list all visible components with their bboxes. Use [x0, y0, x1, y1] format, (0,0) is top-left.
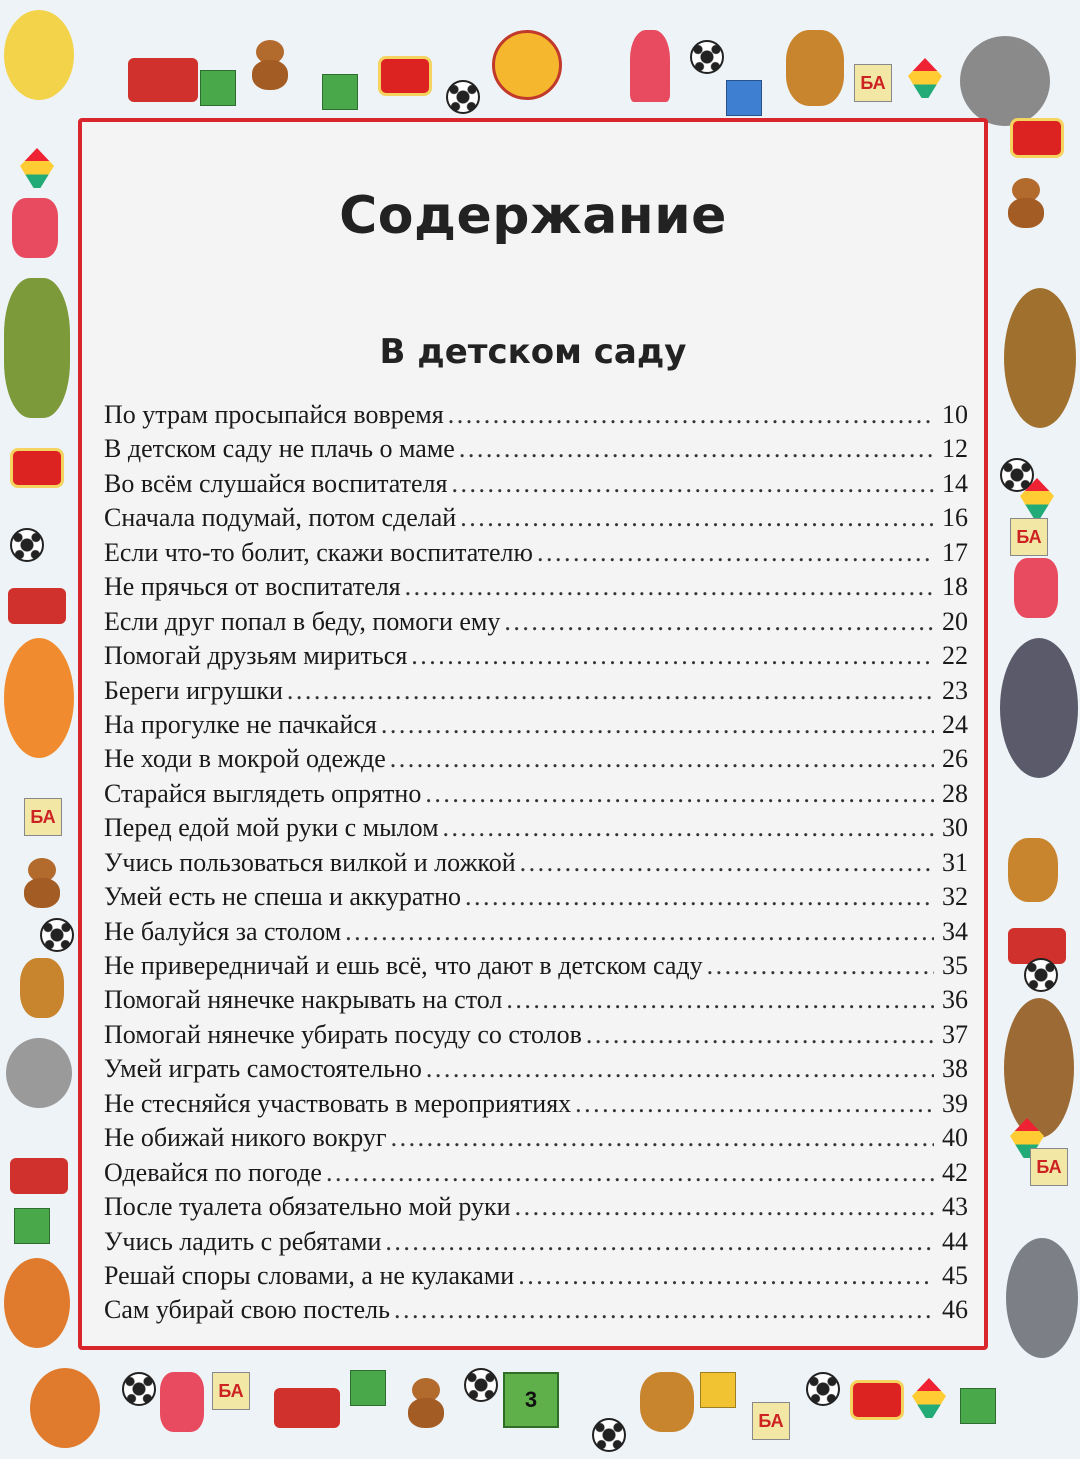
fox-illustration — [4, 1258, 70, 1348]
toc-entry[interactable] — [104, 882, 968, 916]
toc-leader-dots — [287, 676, 934, 706]
cat-with-book-illustration — [4, 638, 74, 758]
toc-entry[interactable] — [104, 572, 968, 606]
table-of-contents — [104, 400, 968, 1330]
toc-entry-page: 31 — [942, 847, 968, 877]
fox-illustration — [30, 1368, 100, 1448]
toc-entry[interactable] — [104, 400, 968, 434]
toc-entry-page: 10 — [942, 400, 968, 429]
toc-leader-dots — [465, 882, 934, 912]
toc-entry-title: Помогай друзьям мириться — [104, 641, 408, 671]
page-number: 3 — [503, 1372, 559, 1428]
toc-entry-title: Учись пользоваться вилкой и ложкой — [104, 847, 516, 877]
toc-entry-page: 24 — [942, 709, 968, 739]
toc-entry-page: 12 — [942, 434, 968, 464]
toc-entry-page: 40 — [942, 1123, 968, 1153]
toc-entry-title: Умей есть не спеша и аккуратно — [104, 882, 461, 912]
grasshopper-illustration — [4, 278, 70, 418]
toc-entry[interactable] — [104, 607, 968, 641]
toc-leader-dots — [345, 917, 934, 947]
toc-entry-title: После туалета обязательно мой руки — [104, 1192, 511, 1222]
drum-illustration — [10, 448, 64, 488]
toy-train-illustration — [8, 588, 66, 624]
toc-entry-title: Старайся выглядеть опрятно — [104, 778, 422, 808]
toc-entry[interactable] — [104, 503, 968, 537]
alarm-clock-illustration — [492, 30, 562, 100]
letter-cube-illustration: БА — [24, 798, 62, 836]
toc-entry[interactable] — [104, 1158, 968, 1192]
toc-leader-dots — [448, 400, 934, 430]
teddy-bear-illustration — [20, 858, 64, 908]
toc-leader-dots — [451, 469, 934, 499]
toy-train-illustration — [274, 1388, 340, 1428]
toc-leader-dots — [426, 1054, 934, 1084]
spinning-top-illustration — [912, 1378, 946, 1418]
toc-entry[interactable] — [104, 985, 968, 1019]
letter-cube-illustration: БА — [212, 1372, 250, 1410]
toc-leader-dots — [460, 503, 934, 533]
green-cube-illustration — [200, 70, 236, 106]
toc-leader-dots — [575, 1089, 934, 1119]
toc-entry[interactable] — [104, 1020, 968, 1054]
toc-leader-dots — [459, 434, 934, 464]
toc-leader-dots — [443, 813, 934, 843]
toc-entry-page: 17 — [942, 537, 968, 567]
right-toy-border — [1000, 118, 1080, 1358]
toc-leader-dots — [385, 1227, 934, 1257]
toc-entry[interactable] — [104, 813, 968, 847]
soccer-ball-illustration — [446, 80, 480, 114]
toc-entry-title: Не привередничай и ешь всё, что дают в детском саду — [104, 951, 703, 980]
toc-leader-dots — [518, 1261, 934, 1291]
toc-entry[interactable] — [104, 469, 968, 503]
letter-cube-illustration: БА — [854, 64, 892, 102]
toc-entry-title: Береги игрушки — [104, 675, 283, 705]
contents-panel — [78, 118, 988, 1350]
toc-entry[interactable] — [104, 1089, 968, 1123]
toc-entry-title: Если друг попал в беду, помоги ему — [104, 606, 501, 636]
toc-leader-dots — [405, 572, 934, 602]
soccer-ball-illustration — [122, 1372, 156, 1406]
toc-leader-dots — [391, 1123, 934, 1153]
clown-illustration — [12, 198, 58, 258]
crow-illustration — [1000, 638, 1078, 778]
clown-illustration — [160, 1372, 204, 1432]
toc-entry[interactable] — [104, 676, 968, 710]
dog-illustration — [786, 30, 844, 106]
green-cube-illustration — [960, 1388, 996, 1424]
toc-leader-dots — [390, 744, 934, 774]
soccer-ball-illustration — [10, 528, 44, 562]
teddy-bear-illustration — [248, 40, 292, 90]
toy-train-illustration — [10, 1158, 68, 1194]
letter-cube-illustration: БА — [752, 1402, 790, 1440]
toc-entry-page: 35 — [942, 951, 968, 980]
toc-entry[interactable] — [104, 538, 968, 572]
soccer-ball-illustration — [40, 918, 74, 952]
toc-entry-title: В детском саду не плачь о маме — [104, 434, 455, 464]
toy-train-illustration — [128, 58, 198, 102]
toc-entry-page: 43 — [942, 1192, 968, 1222]
toc-leader-dots — [326, 1158, 934, 1188]
drum-illustration — [1010, 118, 1064, 158]
blue-cube-illustration — [726, 80, 762, 116]
green-cube-illustration — [350, 1370, 386, 1406]
toc-entry-page: 46 — [942, 1295, 968, 1325]
toc-entry-title: Помогай нянечке убирать посуду со столов — [104, 1019, 582, 1049]
toc-entry-title: Если что-то болит, скажи воспитателю — [104, 537, 533, 567]
dog-illustration — [1008, 838, 1058, 902]
soccer-ball-illustration — [464, 1368, 498, 1402]
toc-entry[interactable] — [104, 744, 968, 778]
soccer-ball-illustration — [1024, 958, 1058, 992]
dog-illustration — [20, 958, 64, 1018]
toc-entry-page: 44 — [942, 1226, 968, 1256]
dog-illustration — [640, 1372, 694, 1432]
toc-entry[interactable] — [104, 1227, 968, 1261]
toc-entry-title: Во всём слушайся воспитателя — [104, 468, 448, 498]
toc-entry-page: 20 — [942, 606, 968, 636]
toc-entry-page: 28 — [942, 778, 968, 808]
toc-leader-dots — [381, 710, 934, 740]
letter-cube-illustration: БА — [1030, 1148, 1068, 1186]
toc-entry-title: Не балуйся за столом — [104, 916, 342, 946]
bear-cub-illustration — [1004, 998, 1074, 1138]
left-toy-border — [0, 118, 78, 1358]
toc-entry-title: Учись ладить с ребятами — [104, 1226, 382, 1256]
toc-entry-page: 18 — [942, 572, 968, 602]
soccer-ball-illustration — [690, 40, 724, 74]
mouse-on-moon-illustration — [4, 10, 74, 100]
toc-leader-dots — [515, 1192, 934, 1222]
toc-entry[interactable] — [104, 434, 968, 468]
toc-entry-page: 39 — [942, 1088, 968, 1118]
toc-entry-title: Не ходи в мокрой одежде — [104, 744, 386, 774]
cat-illustration — [960, 36, 1050, 126]
teddy-bear-illustration — [404, 1378, 448, 1428]
toc-entry-title: Не прячься от воспитателя — [104, 572, 401, 602]
toc-entry[interactable] — [104, 1295, 968, 1329]
toc-entry-page: 36 — [942, 985, 968, 1015]
clown-illustration — [630, 30, 670, 102]
toc-entry-title: Помогай нянечке накрывать на стол — [104, 985, 503, 1015]
toc-entry-page: 14 — [942, 468, 968, 498]
toc-leader-dots — [586, 1020, 934, 1050]
clown-illustration — [1014, 558, 1058, 618]
drum-illustration — [850, 1380, 904, 1420]
toc-leader-dots — [411, 641, 934, 671]
toc-entry-page: 34 — [942, 916, 968, 946]
toc-entry-page: 37 — [942, 1019, 968, 1049]
toc-leader-dots — [520, 848, 934, 878]
toc-entry-page: 22 — [942, 641, 968, 671]
toc-entry-page: 23 — [942, 675, 968, 705]
wolf-illustration — [1006, 1238, 1078, 1358]
toc-leader-dots — [707, 951, 934, 981]
toc-entry[interactable] — [104, 1123, 968, 1157]
toc-entry[interactable] — [104, 1261, 968, 1295]
toc-entry-title: Не стесняйся участвовать в мероприятиях — [104, 1088, 572, 1118]
soccer-ball-illustration — [592, 1418, 626, 1452]
drum-illustration — [378, 56, 432, 96]
toc-entry[interactable] — [104, 848, 968, 882]
toc-leader-dots — [537, 538, 934, 568]
toc-entry-page: 38 — [942, 1054, 968, 1084]
toc-leader-dots — [425, 779, 934, 809]
toc-entry-title: Умей играть самостоятельно — [104, 1054, 422, 1084]
toc-entry[interactable] — [104, 1192, 968, 1226]
toc-entry[interactable] — [104, 779, 968, 813]
toc-entry[interactable] — [104, 710, 968, 744]
toc-entry-page: 32 — [942, 882, 968, 912]
toc-entry-title: Не обижай никого вокруг — [104, 1123, 387, 1153]
green-cube-illustration — [322, 74, 358, 110]
toc-entry-title: Сначала подумай, потом сделай — [104, 503, 457, 533]
toc-entry-title: Перед едой мой руки с мылом — [104, 813, 439, 843]
mouse-illustration — [6, 1038, 72, 1108]
toc-entry-page: 26 — [942, 744, 968, 774]
toc-entry-title: На прогулке не пачкайся — [104, 709, 377, 739]
page-title: Содержание — [339, 186, 727, 246]
toc-entry-page: 16 — [942, 503, 968, 533]
toc-entry-title: По утрам просыпайся вовремя — [104, 400, 444, 429]
letter-cube-illustration: БА — [1010, 518, 1048, 556]
toc-leader-dots — [506, 985, 934, 1015]
top-toy-border — [0, 0, 1080, 118]
toc-entry[interactable] — [104, 917, 968, 951]
toc-entry[interactable] — [104, 641, 968, 675]
toc-entry-page: 45 — [942, 1260, 968, 1290]
owl-illustration — [1004, 288, 1076, 428]
toc-entry-title: Сам убирай свою постель — [104, 1295, 390, 1325]
toc-leader-dots — [504, 607, 934, 637]
toc-entry[interactable] — [104, 951, 968, 985]
toc-entry[interactable] — [104, 1054, 968, 1088]
section-title: В детском саду — [379, 332, 687, 372]
yellow-cube-illustration — [700, 1372, 736, 1408]
green-cube-illustration — [14, 1208, 50, 1244]
toc-entry-title: Одевайся по погоде — [104, 1157, 322, 1187]
teddy-bear-illustration — [1004, 178, 1048, 228]
toc-leader-dots — [394, 1295, 934, 1325]
toc-entry-page: 30 — [942, 813, 968, 843]
spinning-top-illustration — [908, 58, 942, 98]
toc-entry-title: Решай споры словами, а не кулаками — [104, 1260, 515, 1290]
toc-entry-page: 42 — [942, 1157, 968, 1187]
spinning-top-illustration — [20, 148, 54, 188]
soccer-ball-illustration — [806, 1372, 840, 1406]
